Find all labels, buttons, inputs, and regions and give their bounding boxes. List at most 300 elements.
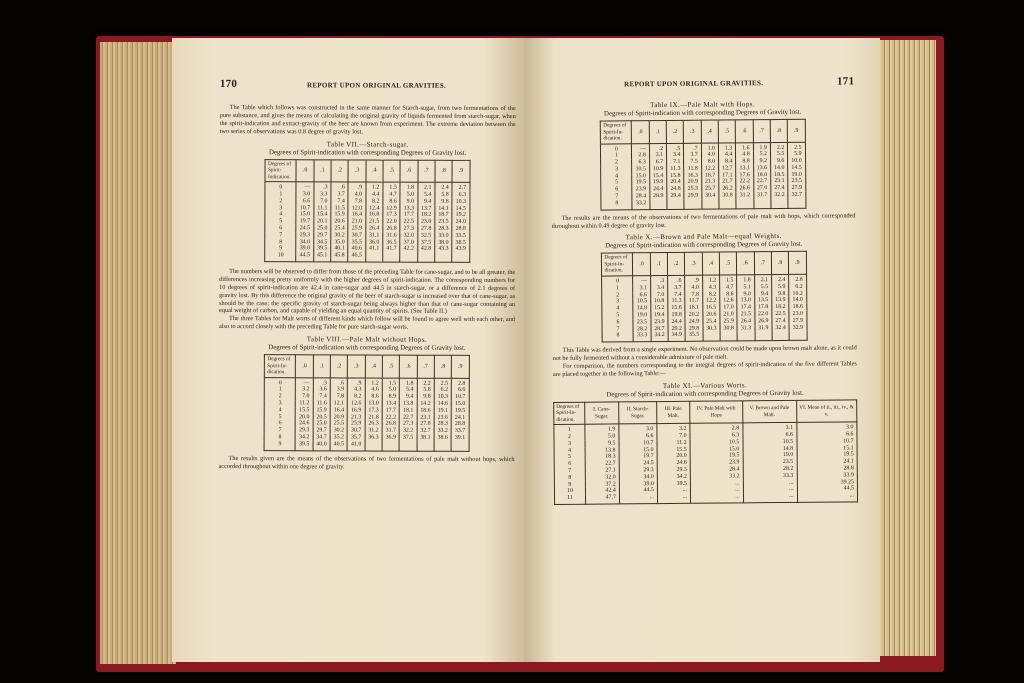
table-cell: 6: [554, 461, 585, 468]
header-row: [602, 252, 806, 276]
table-cell: 21.3: [348, 414, 365, 421]
table-cell: 1.5: [383, 182, 400, 191]
table-cell: ...: [797, 493, 858, 503]
table-cell: 2.8: [452, 378, 469, 387]
table-cell: 43.3: [435, 246, 452, 253]
table-cell: 41.0: [347, 441, 364, 450]
table-cell: 5: [601, 180, 632, 187]
table-cell: 17.3: [365, 407, 382, 414]
table-row: [264, 441, 468, 451]
table-cell: 2.2: [770, 142, 787, 151]
table-cell: ...: [690, 487, 743, 494]
table-cell: 18.6: [417, 408, 434, 415]
table-cell: 15.9: [313, 407, 330, 414]
table-cell: 1.5: [720, 275, 737, 284]
table-cell: 12.4: [366, 205, 383, 212]
table-cell: 39.0: [619, 481, 657, 488]
table-cell: 43.9: [452, 246, 469, 253]
paragraph: The results given are the means of the observations of two fermentations of pale malt without hops, which accorded throughout within one degree of gravity.: [218, 454, 515, 470]
table-cell: 31.1: [365, 232, 382, 239]
column-header: .4: [365, 355, 382, 378]
table-cell: 27.4: [771, 185, 788, 192]
column-header: .9: [789, 252, 807, 275]
table-cell: 10.3: [452, 199, 469, 206]
table-cell: 10.5: [743, 439, 797, 446]
table-cell: 8.2: [348, 394, 365, 401]
table-cell: 10.5: [690, 439, 743, 446]
table-cell: 11.2: [296, 400, 313, 407]
table-cell: 31.6: [383, 232, 400, 239]
table-cell: 19.7: [296, 218, 313, 225]
table-cell: 20.9: [330, 414, 347, 421]
paragraph: The results are the means of the observations of two fermentations of pale malt with hops, which corresponded throughout within 0.49 degree of gravity lost.: [551, 212, 856, 230]
table-cell: 20.4: [667, 179, 684, 186]
table-cell: 7.4: [331, 198, 348, 205]
table-cell: 19.2: [452, 212, 469, 219]
table-cell: 1: [602, 285, 633, 292]
column-header: .7: [417, 355, 434, 378]
table-title: Table IX.—Pale Malt with Hops.: [650, 100, 756, 110]
table-cell: 15.9: [331, 212, 348, 219]
table-cell: 6.6: [296, 198, 313, 205]
table-cell: .3: [314, 182, 331, 191]
table-cell: 8.8: [736, 158, 753, 165]
column-header: .3: [348, 160, 365, 183]
table-cell: 10: [265, 252, 296, 261]
table-cell: 5.0: [585, 433, 619, 440]
table-cell: 35.7: [347, 434, 364, 441]
table-cell: 25.9: [348, 421, 365, 428]
table-cell: 0: [265, 377, 296, 386]
table-cell: 27.8: [417, 226, 434, 233]
table-cell: 23.0: [417, 219, 434, 226]
table-cell: 32.9: [789, 324, 806, 331]
table-cell: 26.9: [755, 318, 772, 325]
table-cell: 1.6: [736, 142, 753, 151]
table-cell: 2.8: [632, 152, 649, 159]
table-cell: [382, 441, 399, 450]
column-header: .5: [718, 120, 736, 143]
column-header: .5: [383, 160, 400, 183]
table-cell: 2.8: [789, 274, 806, 283]
column-header: .6: [736, 120, 754, 143]
table-cell: 34.0: [296, 239, 313, 246]
table-title: Table VIII.—Pale Malt without Hops.: [306, 335, 428, 344]
column-header: .6: [400, 355, 417, 378]
table-cell: 40.0: [313, 441, 330, 450]
table-cell: 38.6: [434, 435, 451, 442]
table-cell: 4.3: [348, 387, 365, 394]
table-cell: 45.1: [313, 252, 330, 261]
table-cell: 15.0: [451, 401, 468, 408]
table-cell: [417, 253, 434, 262]
table-cell: 27.1: [585, 467, 619, 474]
table-cell: .9: [348, 378, 365, 387]
table-cell: [400, 253, 417, 262]
table-cell: 3.4: [667, 152, 684, 159]
table-cell: 5.8: [435, 192, 452, 199]
table-cell: 14.0: [789, 297, 806, 304]
table-cell: 4: [554, 447, 585, 454]
table-cell: 22.2: [736, 179, 753, 186]
table-cell: 37.5: [399, 435, 416, 442]
table-cell: 33.5: [452, 233, 469, 240]
table-x: [601, 251, 807, 342]
table-cell: 20.5: [313, 414, 330, 421]
column-header: .7: [418, 160, 435, 183]
column-header: .2: [667, 253, 685, 276]
table-cell: [435, 253, 452, 262]
column-header: .5: [719, 252, 737, 275]
table-cell: 18.1: [400, 407, 417, 414]
table-cell: 4: [601, 173, 632, 180]
table-cell: 21.0: [348, 219, 365, 226]
table-cell: 16.9: [348, 407, 365, 414]
table-cell: .6: [668, 275, 685, 284]
table-cell: 14.6: [434, 401, 451, 408]
table-subtitle: Degrees of Spirit-indication with corresponding Degrees of Gravity lost.: [605, 241, 803, 251]
table-cell: 7: [601, 193, 632, 200]
table-cell: 37.0: [400, 239, 417, 246]
table-cell: 16.3: [684, 172, 701, 179]
column-header: Degrees of Spirit-In-dication.: [265, 355, 296, 378]
table-cell: ...: [657, 487, 690, 494]
table-cell: 27.4: [772, 318, 789, 325]
table-cell: 28.4: [632, 193, 649, 200]
table-cell: 4.4: [366, 191, 383, 198]
table-cell: 13.6: [753, 165, 770, 172]
table-cell: 23.6: [434, 414, 451, 421]
table-cell: 28.7: [651, 326, 668, 333]
paragraph: The three Tables for Malt worts of different kinds which follow will be found to agree well with each other, and also to accord closely with the preceding Table for pure starch-sugar worts.: [218, 315, 516, 331]
table-cell: 41.1: [365, 246, 382, 253]
table-cell: 25.0: [314, 225, 331, 232]
table-cell: 12.2: [702, 298, 719, 305]
table-cell: 8.0: [701, 159, 718, 166]
table-cell: 30.4: [702, 193, 719, 200]
table-cell: 10.7: [797, 438, 858, 445]
table-cell: 7.0: [657, 433, 690, 440]
table-cell: 37.2: [585, 481, 619, 488]
table-cell: 36.0: [365, 239, 382, 246]
table-cell: 39.0: [296, 246, 313, 253]
table-cell: 1.0: [701, 143, 718, 152]
table-cell: 34.2: [657, 474, 690, 481]
table-cell: 32.5: [417, 232, 434, 239]
running-title: REPORT UPON ORIGINAL GRAVITIES.: [624, 79, 764, 89]
table-cell: 35.2: [330, 434, 347, 441]
table-cell: 26.4: [366, 225, 383, 232]
table-cell: 17.7: [382, 407, 399, 414]
column-header: VI. Mean of ii., iii., iv., & v.: [796, 400, 857, 423]
table-cell: 40.6: [348, 246, 365, 253]
table-cell: 20.0: [296, 414, 313, 421]
table-cell: 23.1: [417, 414, 434, 421]
table-cell: 2: [265, 198, 296, 205]
table-cell: 12.9: [383, 205, 400, 212]
table-cell: 7.8: [685, 291, 702, 298]
paragraph: The Table which follows was constructed in the same manner for Starch-sugar, from two fermentations of the pure substance, and gives the means of calculating the original gravity of liquids fermented from starch-sugar, when the spirit-indication and extract-gravity of the beer are known from experiment. The extreme deviation between the two series of observations was 0.8 degree of gravity lost.: [219, 104, 516, 136]
table-cell: 30.8: [719, 192, 736, 199]
table-cell: 20.6: [703, 311, 720, 318]
table-cell: 28.8: [797, 465, 858, 472]
table-cell: 1: [265, 191, 296, 198]
table-cell: 11.7: [685, 298, 702, 305]
paragraph: For comparison, the numbers corresponding to the integral degrees of spirit-indication of the five different Tables are placed together in the following Table:—: [552, 360, 857, 378]
table-cell: 5: [602, 312, 633, 319]
table-cell: 36.5: [383, 239, 400, 246]
table-cell: 18.2: [417, 212, 434, 219]
header-row: [601, 119, 805, 143]
table-cell: 14.5: [452, 205, 469, 212]
table-cell: 13.9: [772, 297, 789, 304]
table-cell: 23.1: [771, 178, 788, 185]
table-cell: 12.6: [720, 298, 737, 305]
table-cell: 34.5: [314, 239, 331, 246]
table-cell: 22.5: [772, 311, 789, 318]
table-cell: 10.5: [633, 299, 650, 306]
table-cell: [789, 331, 806, 340]
table-cell: 16.1: [685, 305, 702, 312]
table-cell: 5: [265, 414, 296, 421]
table-cell: 3: [601, 166, 632, 173]
table-cell: 39.1: [451, 435, 468, 442]
table-cell: 29.3: [296, 232, 313, 239]
table-cell: 5.9: [788, 151, 805, 158]
table-cell: 39.5: [314, 246, 331, 253]
table-cell: [684, 200, 701, 209]
table-cell: [703, 332, 720, 341]
table-cell: 4.3: [702, 284, 719, 291]
table-cell: 41.7: [383, 246, 400, 253]
table-cell: 38.5: [452, 239, 469, 246]
table-cell: 44.5: [296, 252, 313, 261]
column-header: Degrees of Spirit-In-dication.: [602, 253, 633, 276]
table-cell: 2: [602, 292, 633, 299]
table-cell: 23.9: [690, 460, 743, 467]
table-cell: 20.1: [314, 218, 331, 225]
table-cell: 21.5: [366, 219, 383, 226]
table-cell: 34.0: [619, 474, 657, 481]
table-cell: 34.7: [313, 434, 330, 441]
table-cell: 9.4: [400, 394, 417, 401]
column-header: .9: [452, 355, 469, 378]
table-row: [265, 252, 469, 262]
table-xi: [553, 399, 858, 505]
table-cell: .3: [313, 377, 330, 386]
column-header: .8: [770, 119, 788, 142]
table-cell: 5.8: [417, 387, 434, 394]
column-header: .1: [313, 355, 330, 378]
table-cell: 17.7: [400, 212, 417, 219]
table-cell: 15.8: [667, 173, 684, 180]
table-cell: 26.8: [382, 421, 399, 428]
table-cell: 13.0: [365, 401, 382, 408]
column-header: I. Cane-Sugar.: [585, 402, 619, 425]
table-cell: 6.6: [743, 432, 797, 439]
table-cell: 5: [554, 454, 585, 461]
table-cell: 9.0: [737, 291, 754, 298]
table-cell: 15.4: [314, 212, 331, 219]
table-cell: 22.7: [585, 461, 619, 468]
table-row: [603, 331, 807, 342]
table-cell: 33.7: [451, 428, 468, 435]
table-cell: [417, 442, 434, 451]
table-cell: 8.2: [702, 291, 719, 298]
table-cell: 15.5: [296, 407, 313, 414]
table-cell: 6.6: [796, 431, 857, 438]
table-cell: 39.5: [657, 480, 690, 487]
table-cell: 4.6: [365, 387, 382, 394]
table-cell: 40.5: [330, 441, 347, 450]
table-cell: 19.0: [743, 452, 797, 459]
table-cell: 2.4: [435, 182, 452, 191]
table-cell: 16.5: [703, 305, 720, 312]
table-cell: 15.2: [651, 305, 668, 312]
table-cell: 13.4: [382, 401, 399, 408]
table-cell: 5: [265, 218, 296, 225]
table-cell: 5.4: [400, 387, 417, 394]
table-cell: 13.0: [737, 298, 754, 305]
table-cell: 17.8: [754, 304, 771, 311]
table-cell: 8: [601, 200, 632, 210]
table-cell: 5.5: [770, 151, 787, 158]
table-cell: 23.9: [632, 186, 649, 193]
table-cell: [772, 331, 789, 340]
table-cell: 33.2: [690, 473, 743, 480]
table-cell: [667, 200, 684, 209]
table-cell: 32.2: [771, 192, 788, 199]
table-cell: 34.2: [296, 434, 313, 441]
table-cell: 27.9: [788, 185, 805, 192]
table-cell: 6.7: [649, 159, 666, 166]
table-cell: 29.7: [314, 232, 331, 239]
table-cell: 27.3: [400, 226, 417, 233]
table-cell: 21.8: [365, 414, 382, 421]
table-cell: 7: [602, 326, 633, 333]
table-cell: 3.2: [296, 387, 313, 394]
table-cell: 24.1: [451, 414, 468, 421]
table-cell: 33.3: [634, 332, 651, 341]
table-cell: [650, 200, 667, 209]
column-header: .9: [452, 160, 469, 183]
table-cell: 18.7: [435, 212, 452, 219]
table-cell: 15.6: [668, 305, 685, 312]
table-cell: 11.6: [313, 400, 330, 407]
table-cell: 32.4: [772, 324, 789, 331]
table-cell: 15.0: [690, 446, 743, 453]
table-cell: 12.6: [348, 400, 365, 407]
table-cell: [365, 441, 382, 450]
table-cell: 1: [265, 387, 296, 394]
column-header: Degrees of Spirit-In-dication.: [601, 121, 632, 144]
table-cell: —: [632, 143, 649, 152]
column-header: V. Brown and Pale Malt.: [742, 400, 796, 423]
table-cell: 26.3: [365, 421, 382, 428]
header-row: [265, 159, 469, 182]
table-cell: 2.4: [772, 274, 789, 283]
table-cell: 9.8: [435, 198, 452, 205]
table-cell: 5.1: [737, 284, 754, 291]
table-cell: 30.2: [331, 232, 348, 239]
column-header: .8: [435, 160, 452, 183]
table-cell: 3.4: [650, 285, 667, 292]
table-cell: 1: [554, 424, 585, 434]
table-cell: 16.8: [366, 212, 383, 219]
table-cell: 14.5: [788, 165, 805, 172]
table-cell: 5.9: [772, 284, 789, 291]
table-cell: 8.4: [719, 158, 736, 165]
table-cell: 3.7: [684, 152, 701, 159]
table-cell: 3: [602, 299, 633, 306]
table-cell: 2.5: [788, 142, 805, 151]
table-cell: 19.5: [632, 180, 649, 187]
column-header: Degrees of Spirit-In-dication.: [554, 402, 585, 425]
table-cell: [771, 199, 788, 208]
table-cell: ...: [657, 494, 690, 504]
table-cell: 29.2: [668, 325, 685, 332]
table-cell: 3: [265, 400, 296, 407]
table-cell: 32.7: [788, 192, 805, 199]
table-cell: 19.9: [649, 179, 666, 186]
table-cell: 17.0: [720, 305, 737, 312]
column-header: .4: [366, 160, 383, 183]
page-edges-left: [100, 42, 176, 664]
table-title: Table XI.—Various Worts.: [662, 381, 748, 390]
column-header: .8: [771, 252, 789, 275]
column-header: .4: [701, 120, 719, 143]
table-cell: 15.0: [619, 447, 657, 454]
table-cell: 33.2: [632, 200, 649, 209]
table-cell: ...: [743, 480, 797, 487]
table-cell: 11.2: [657, 440, 690, 447]
table-cell: 26.2: [719, 186, 736, 193]
column-header: .5: [382, 355, 399, 378]
table-cell: 27.8: [417, 421, 434, 428]
table-cell: 15.4: [649, 173, 666, 180]
table-cell: 35.5: [685, 332, 702, 341]
table-cell: —: [296, 377, 313, 386]
table-cell: 29.3: [657, 467, 690, 474]
table-cell: [737, 332, 754, 341]
paragraph: This Table was derived from a single experiment. No observation could be made upon brown malt alone, as it could not be fully fermented without a considerable admixture of pale malt.: [552, 344, 857, 363]
table-cell: 11.1: [314, 205, 331, 212]
table-cell: 9.8: [417, 394, 434, 401]
table-cell: 25.3: [684, 186, 701, 193]
table-cell: [434, 442, 451, 451]
table-cell: 17.3: [383, 212, 400, 219]
table-cell: 5.2: [753, 151, 770, 158]
table-cell: 9.8: [772, 291, 789, 298]
table-cell: 32.2: [399, 428, 416, 435]
table-cell: 11.3: [668, 298, 685, 305]
column-header: .2: [330, 355, 347, 378]
table-cell: 39.25: [797, 479, 858, 486]
table-cell: 29.3: [296, 427, 313, 434]
table-cell: 6.2: [434, 387, 451, 394]
table-cell: 32.7: [417, 428, 434, 435]
table-cell: 4: [265, 211, 296, 218]
table-cell: 18.5: [771, 172, 788, 179]
table-cell: 9.2: [753, 158, 770, 165]
table-cell: 15.1: [797, 445, 858, 452]
table-cell: 1.2: [702, 275, 719, 284]
table-cell: 14.8: [743, 446, 797, 453]
table-cell: 23.5: [435, 219, 452, 226]
table-cell: 33.9: [797, 472, 858, 479]
table-cell: 13.5: [754, 297, 771, 304]
table-cell: 10.9: [649, 166, 666, 173]
